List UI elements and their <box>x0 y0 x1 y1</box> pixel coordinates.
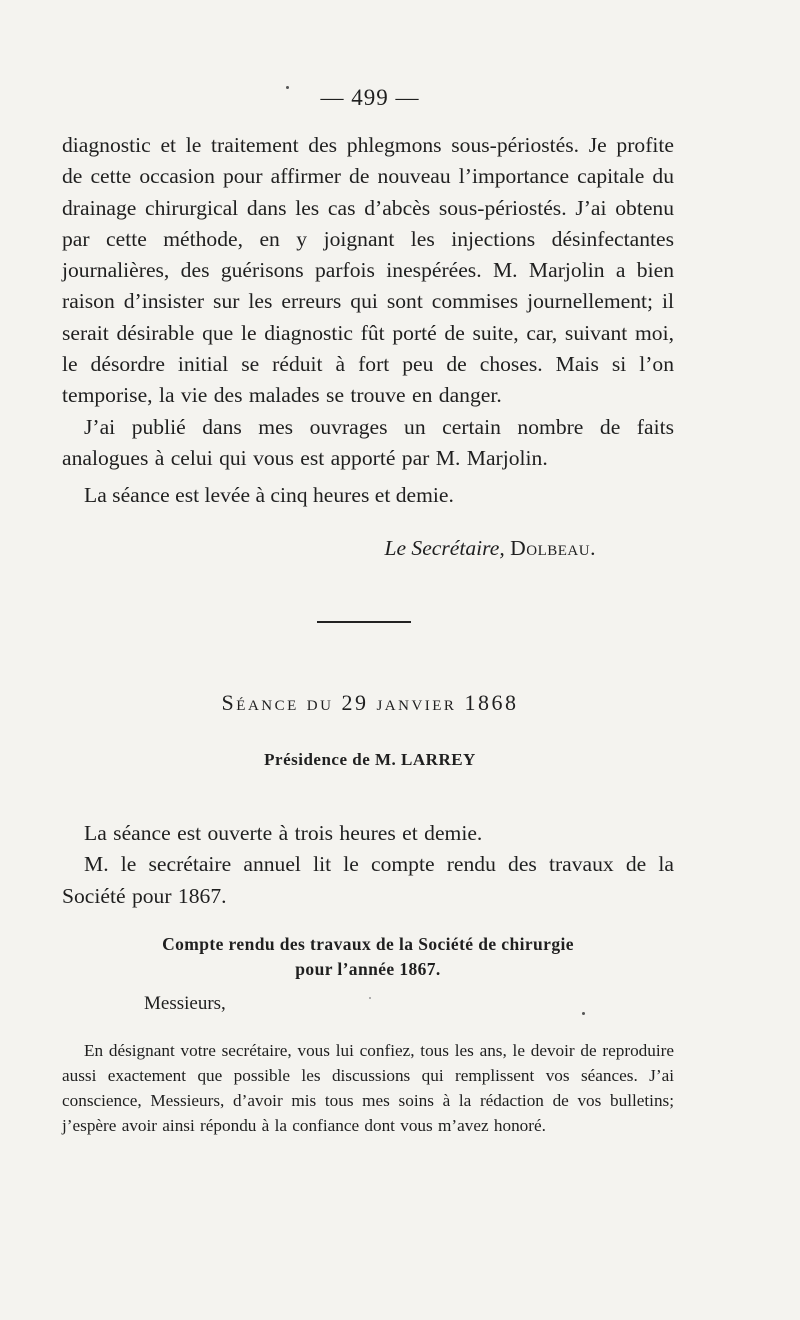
signature <box>0 536 596 561</box>
report-heading <box>62 932 674 982</box>
section-divider <box>317 621 411 623</box>
report-heading-line: Compte rendu des travaux de la Société de chirurgie <box>162 934 574 954</box>
salutation: Messieurs, <box>144 993 226 1014</box>
paragraph: La séance est ouverte à trois heures et demie. <box>84 821 483 845</box>
closing-sentence: La séance est levée à cinq heures et demie. <box>84 483 454 507</box>
paragraph: J’ai publié dans mes ouvrages un certain nombre de faits analogues à celui qui vous est apporté par M. Marjolin. <box>62 414 674 470</box>
body-text-middle <box>62 818 674 912</box>
signature-role: Le Secrétaire, <box>384 536 505 560</box>
report-heading-line: pour l’année 1867. <box>295 959 441 979</box>
ink-speck <box>369 997 371 999</box>
paragraph: diagnostic et le traitement des phlegmons sous-périostés. Je profite de cette occasion pour affirmer de nouveau l’importance capitale du drainage chirurgical dans les cas d’abcès sous-périostés. J’ai obtenu par cette méthode, en y joignant les injections désinfectantes journalières, des guérisons parfois inespérées. M. Marjolin a bien raison d’insister sur les erreurs qui sont commises journellement; il serait désirable que le diagnostic fût porté de suite, car, suivant moi, le désordre initial se réduit à fort peu de choses. Mais si l’on temporise, la vie des malades se trouve en danger. <box>62 133 674 408</box>
signature-name: Dolbeau. <box>510 536 596 560</box>
report-text <box>62 1038 674 1138</box>
presidence-line: Présidence de M. LARREY <box>264 750 476 769</box>
session-heading: Séance du 29 janvier 1868 <box>221 690 519 715</box>
paragraph: En désignant votre secrétaire, vous lui confiez, tous les ans, le devoir de reproduire aussi exactement que possible les discussions qui remplissent vos séances. J’ai conscience, Messieurs, d’avoir mis tous mes soins à la rédaction de vos bulletins; j’espère avoir ainsi répondu à la confiance dont vous m’avez honoré. <box>62 1041 674 1135</box>
paragraph: M. le secrétaire annuel lit le compte rendu des travaux de la Société pour 1867. <box>62 852 674 908</box>
ink-speck <box>582 1012 585 1015</box>
body-text-top <box>62 130 674 474</box>
ink-speck <box>286 86 289 89</box>
page-number: — 499 — <box>320 85 420 110</box>
